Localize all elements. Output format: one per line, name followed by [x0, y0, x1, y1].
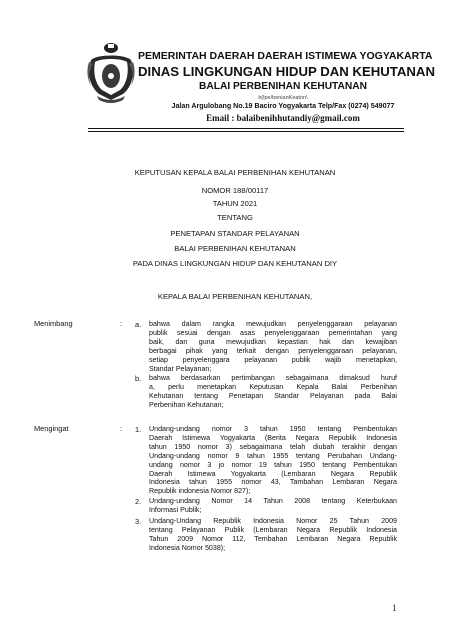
text-line: Undang-undang nomor 3 tahun 1950 tentang Pembentukan	[149, 425, 397, 433]
text-line: Undang-undang nomor 9 tahun 1955 tentang Perubahan Undang-	[149, 451, 397, 460]
letterhead-subtext: b(lpe/benianKeatnn\	[258, 95, 308, 101]
mengingat-item-1-marker: 1.	[135, 425, 142, 434]
text-line: Undang-Undang Republik Indonesia Nomor 25 Tahun 2009	[149, 517, 397, 525]
text-line: Perbenihan Kehutanan;	[149, 400, 224, 409]
letterhead-email: Email : balaibenihhutandiy@gmail.com	[206, 113, 360, 123]
menimbang-item-b	[149, 374, 397, 410]
letterhead-government: PEMERINTAH DAERAH DAERAH ISTIMEWA YOGYAKARTA	[138, 50, 433, 62]
menimbang-item-a-marker: a.	[135, 320, 142, 329]
text-line: baik, dan guna mewujudkan kepastian hak dan kewajiban	[149, 337, 397, 346]
menimbang-colon: :	[120, 319, 123, 328]
yogyakarta-crest-icon	[85, 40, 137, 104]
text-line: Indonesia tahun 1955 nomor 43, Tambahan Lembaran Negara	[149, 478, 397, 487]
text-line: a, perlu menetapkan Keputusan Kepala Balai Perbenihan	[149, 382, 397, 391]
mengingat-item-3	[149, 517, 397, 553]
text-line: Undang-undang Nomor 14 Tahun 2008 tentang Keterbukaan	[149, 497, 397, 505]
letterhead-agency: DINAS LINGKUNGAN HIDUP DAN KEHUTANAN	[138, 64, 435, 79]
decree-issuer: KEPALA BALAI PERBENIHAN KEHUTANAN,	[157, 292, 313, 301]
text-line: publik sesuai dengan asas penyelenggaraan pemerintahan yang	[149, 328, 397, 337]
letterhead-rule-thick	[88, 128, 404, 129]
mengingat-item-2-marker: 2.	[135, 497, 142, 506]
decree-subject-1: PENETAPAN STANDAR PELAYANAN	[170, 229, 300, 238]
mengingat-item-2	[149, 497, 397, 515]
text-line: tahun 1950 nomor 3) sebagaimana telah diubah terakhir dengan	[149, 442, 397, 451]
text-line: bahwa berdasarkan pertimbangan sebagaimana dimaksud huruf	[149, 374, 397, 382]
menimbang-item-b-marker: b.	[135, 374, 142, 383]
text-line: Informasi Publik;	[149, 505, 202, 514]
letterhead-office: BALAI PERBENIHAN KEHUTANAN	[199, 81, 367, 92]
mengingat-label: Mengingat	[34, 424, 69, 433]
decree-title: KEPUTUSAN KEPALA BALAI PERBENIHAN KEHUTANAN	[134, 168, 336, 177]
text-line: Kehutanan tentang Penetapan Standar Pelayanan pada Balai	[149, 391, 397, 400]
text-line: Tahun 2009 Nomor 112, Tembahan Lembaran Negara Republik	[149, 534, 397, 543]
menimbang-label: Menimbang	[34, 319, 73, 328]
text-line: Indonesia Nomor 5038);	[149, 543, 226, 552]
text-line: bahwa dalam rangka mewujudkan penyelenggaraan pelayanan	[149, 320, 397, 328]
text-line: Standar Pelayanan;	[149, 364, 212, 373]
decree-number: NOMOR 188/00117	[201, 186, 269, 195]
page-number: 1	[392, 603, 397, 613]
decree-year: TAHUN 2021	[212, 199, 258, 208]
mengingat-item-3-marker: 3.	[135, 517, 142, 526]
mengingat-item-1	[149, 425, 397, 496]
letterhead-address: Jalan Argulobang No.19 Baciro Yogyakarta Telp/Fax (0274) 549077	[171, 102, 395, 110]
text-line: tentang Pelayanan Publik (Lembaran Negara Republik Indonesia	[149, 525, 397, 534]
text-line: setiap penyelenggara pelayanan publik wajib menetapkan,	[149, 355, 397, 364]
text-line: Republik indonesia Nomor 827);	[149, 487, 251, 496]
decree-about: TENTANG	[217, 213, 253, 222]
letterhead-rule-thin	[88, 131, 404, 132]
decree-subject-3: PADA DINAS LINGKUNGAN HIDUP DAN KEHUTANAN DIY	[132, 259, 338, 268]
mengingat-colon: :	[120, 424, 123, 433]
text-line: Daerah Istimewa Yogyakarta (Berita Negara Republik Indonesia	[149, 433, 397, 442]
text-line: berbagai pihak yang terkait dengan penyelenggaraan pelayanan,	[149, 346, 397, 355]
decree-subject-2: BALAI PERBENIHAN KEHUTANAN	[174, 244, 296, 253]
menimbang-item-a	[149, 320, 397, 373]
text-line: undang nomor 3 jo nomor 19 tahun 1950 tentang Pembentukan	[149, 460, 397, 469]
text-line: Daerah Istimewa Yogyakarta (Lembaran Negara Republik	[149, 469, 397, 478]
